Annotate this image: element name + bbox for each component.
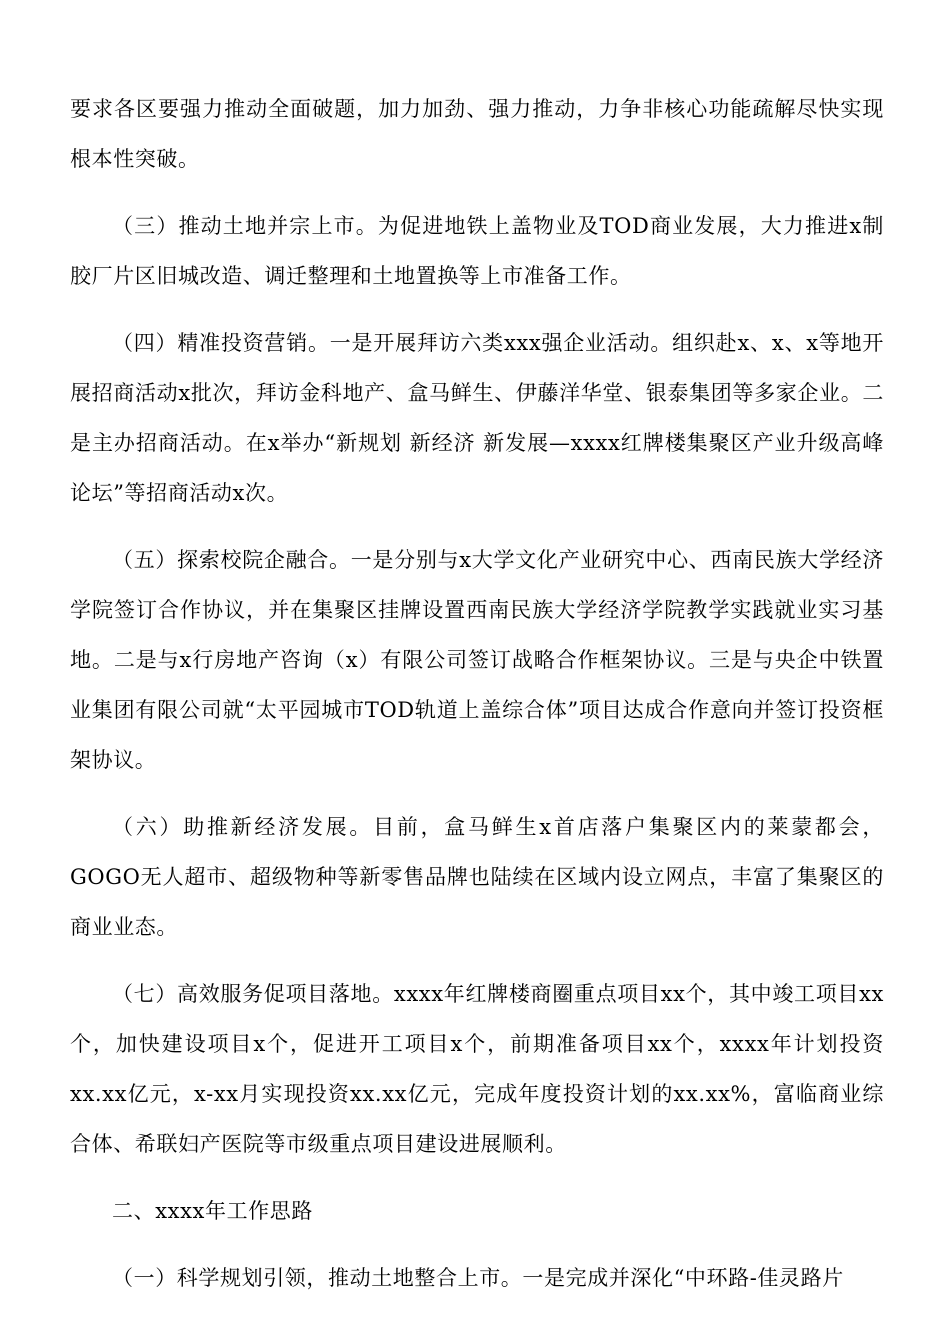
- paragraph-new-economy: （六）助推新经济发展。目前，盒马鲜生x首店落户集聚区内的莱蒙都会，GOGO无人超市、超级物种等新零售品牌也陆续在区域内设立网点，丰富了集聚区的商业业态。: [70, 815, 884, 939]
- paragraph-planning-lead: （一）科学规划引领，推动土地整合上市。一是完成并深化“中环路-佳灵路片: [112, 1266, 844, 1290]
- paragraph-land-listing: （三）推动土地并宗上市。为促进地铁上盖物业及TOD商业发展，大力推进x制胶厂片区旧城改造、调迁整理和土地置换等上市准备工作。: [70, 214, 884, 288]
- paragraph-intro-continuation: 要求各区要强力推动全面破题，加力加劲、强力推动，力争非核心功能疏解尽快实现根本性突破。: [70, 97, 884, 171]
- document-page: [70, 84, 884, 1320]
- paragraph-investment-marketing: （四）精准投资营销。一是开展拜访六类xxx强企业活动。组织赴x、x、x等地开展招商活动x批次，拜访金科地产、盒马鲜生、伊藤洋华堂、银泰集团等多家企业。二是主办招商活动。在x举办“新规划 新经济 新发展—xxxx红牌楼集聚区产业升级高峰论坛”等招商活动x次。: [70, 331, 884, 505]
- paragraph-school-enterprise: （五）探索校院企融合。一是分别与x大学文化产业研究中心、西南民族大学经济学院签订合作协议，并在集聚区挂牌设置西南民族大学经济学院教学实践就业实习基地。二是与x行房地产咨询（x）有限公司签订战略合作框架协议。三是与央企中铁置业集团有限公司就“太平园城市TOD轨道上盖综合体”项目达成合作意向并签订投资框架协议。: [70, 548, 884, 772]
- paragraph-project-service: （七）高效服务促项目落地。xxxx年红牌楼商圈重点项目xx个，其中竣工项目xx个，加快建设项目x个，促进开工项目x个，前期准备项目xx个，xxxx年计划投资xx.xx亿元，x-xx月实现投资xx.xx亿元，完成年度投资计划的xx.xx%，富临商业综合体、希联妇产医院等市级重点项目建设进展顺利。: [70, 982, 884, 1156]
- section-heading: 二、xxxx年工作思路: [112, 1199, 313, 1223]
